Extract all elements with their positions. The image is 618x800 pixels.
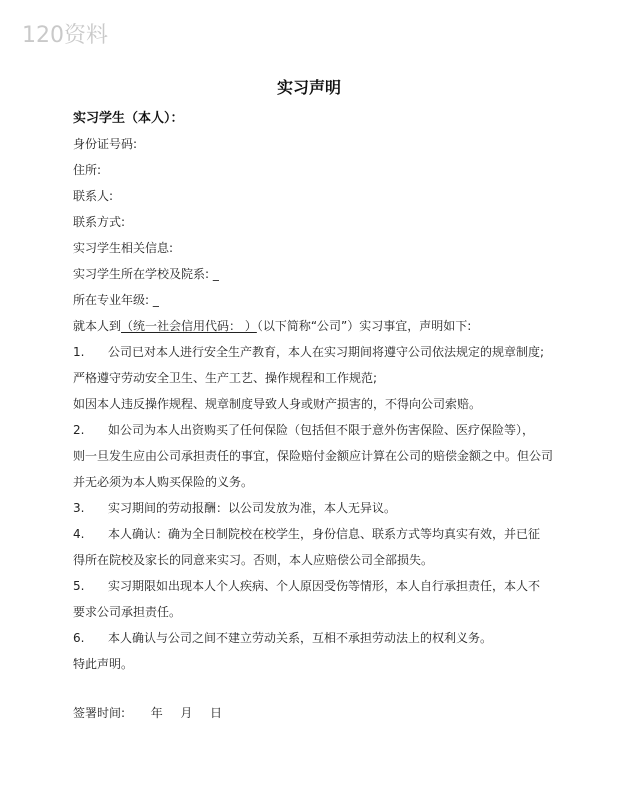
clause-text: 并无必须为本人购买保险的义务。 <box>73 475 254 489</box>
clause-text: 则一旦发生应由公司承担责任的事宜，保险赔付金额应计算在公司的赔偿金额之中。但公司 <box>73 449 554 463</box>
field-label: 所在专业年级: <box>73 293 150 307</box>
clause-5-line-2 <box>73 604 181 620</box>
clause-2-line-2 <box>73 448 553 464</box>
clause-number: 5. <box>73 579 85 593</box>
clause-text: 本人确认：确为全日制院校在校学生，身份信息、联系方式等均真实有效，并已征 <box>108 527 541 541</box>
clause-text: 严格遵守劳动安全卫生、生产工艺、操作规程和工作规范; <box>73 371 378 385</box>
field-contact-person <box>73 188 113 204</box>
clause-text: 实习期间的劳动报酬：以公司发放为准，本人无异议。 <box>108 501 397 515</box>
clause-5-line-1 <box>73 578 540 594</box>
field-school-dept <box>73 266 219 282</box>
closing-statement: 特此声明。 <box>73 657 134 671</box>
clause-1-line-1 <box>73 344 544 360</box>
field-label: 实习学生所在学校及院系: <box>73 267 210 281</box>
clause-1-line-2 <box>73 370 377 386</box>
field-label: 身份证号码: <box>73 137 138 151</box>
signature-month: 月 <box>180 706 193 720</box>
clause-number: 2. <box>73 423 85 437</box>
clause-number: 4. <box>73 527 85 541</box>
clause-text: 如因本人违反操作规程、规章制度导致人身或财产损害的，不得向公司索赔。 <box>73 397 482 411</box>
clause-4-line-1 <box>73 526 540 542</box>
clause-2-line-3 <box>73 474 253 490</box>
field-label: 联系人: <box>73 189 114 203</box>
intro-prefix: 就本人到 <box>73 319 122 333</box>
blank-mark: _ <box>212 267 219 281</box>
signature-date-line <box>73 705 222 721</box>
clause-text: 如公司为本人出资购买了任何保险（包括但不限于意外伤害保险、医疗保险等）， <box>108 423 535 437</box>
intro-line <box>73 318 471 334</box>
clause-text: 公司已对本人进行安全生产教育，本人在实习期间将遵守公司依法规定的规章制度; <box>108 345 545 359</box>
signature-year: 年 <box>150 706 163 720</box>
clause-number: 3. <box>73 501 85 515</box>
signature-day: 日 <box>210 706 223 720</box>
signature-label: 签署时间: <box>73 706 126 720</box>
blank-mark: _ <box>152 293 159 307</box>
clause-2-line-1 <box>73 422 534 438</box>
field-address <box>73 162 101 178</box>
clause-text: 实习期限如出现本人个人疾病、个人原因受伤等情形，本人自行承担责任，本人不 <box>108 579 541 593</box>
field-label: 联系方式: <box>73 215 126 229</box>
clause-text: 本人确认与公司之间不建立劳动关系，互相不承担劳动法上的权利义务。 <box>108 631 493 645</box>
watermark-logo: 120资料 <box>22 23 108 48</box>
clause-text: 要求公司承担责任。 <box>73 605 182 619</box>
document-title: 实习声明 <box>276 78 341 97</box>
company-name-blank: （统一社会信用代码： ） <box>121 319 257 333</box>
field-student-info <box>73 240 173 256</box>
field-label: 住所: <box>73 163 102 177</box>
clause-4-line-2 <box>73 552 433 568</box>
field-id-number <box>73 136 137 152</box>
clause-number: 1. <box>73 345 85 359</box>
clause-1-line-3 <box>73 396 481 412</box>
field-label: 实习学生相关信息: <box>73 241 174 255</box>
field-major-grade <box>73 292 159 308</box>
clause-text: 得所在院校及家长的同意来实习。否则，本人应赔偿公司全部损失。 <box>73 553 434 567</box>
clause-6-line-1 <box>73 630 492 646</box>
student-heading: 实习学生（本人）： <box>73 111 184 126</box>
field-contact-method <box>73 214 125 230</box>
clause-3-line-1 <box>73 500 396 516</box>
clause-number: 6. <box>73 631 85 645</box>
intro-suffix: （以下简称“公司”）实习事宜，声明如下: <box>256 319 472 333</box>
